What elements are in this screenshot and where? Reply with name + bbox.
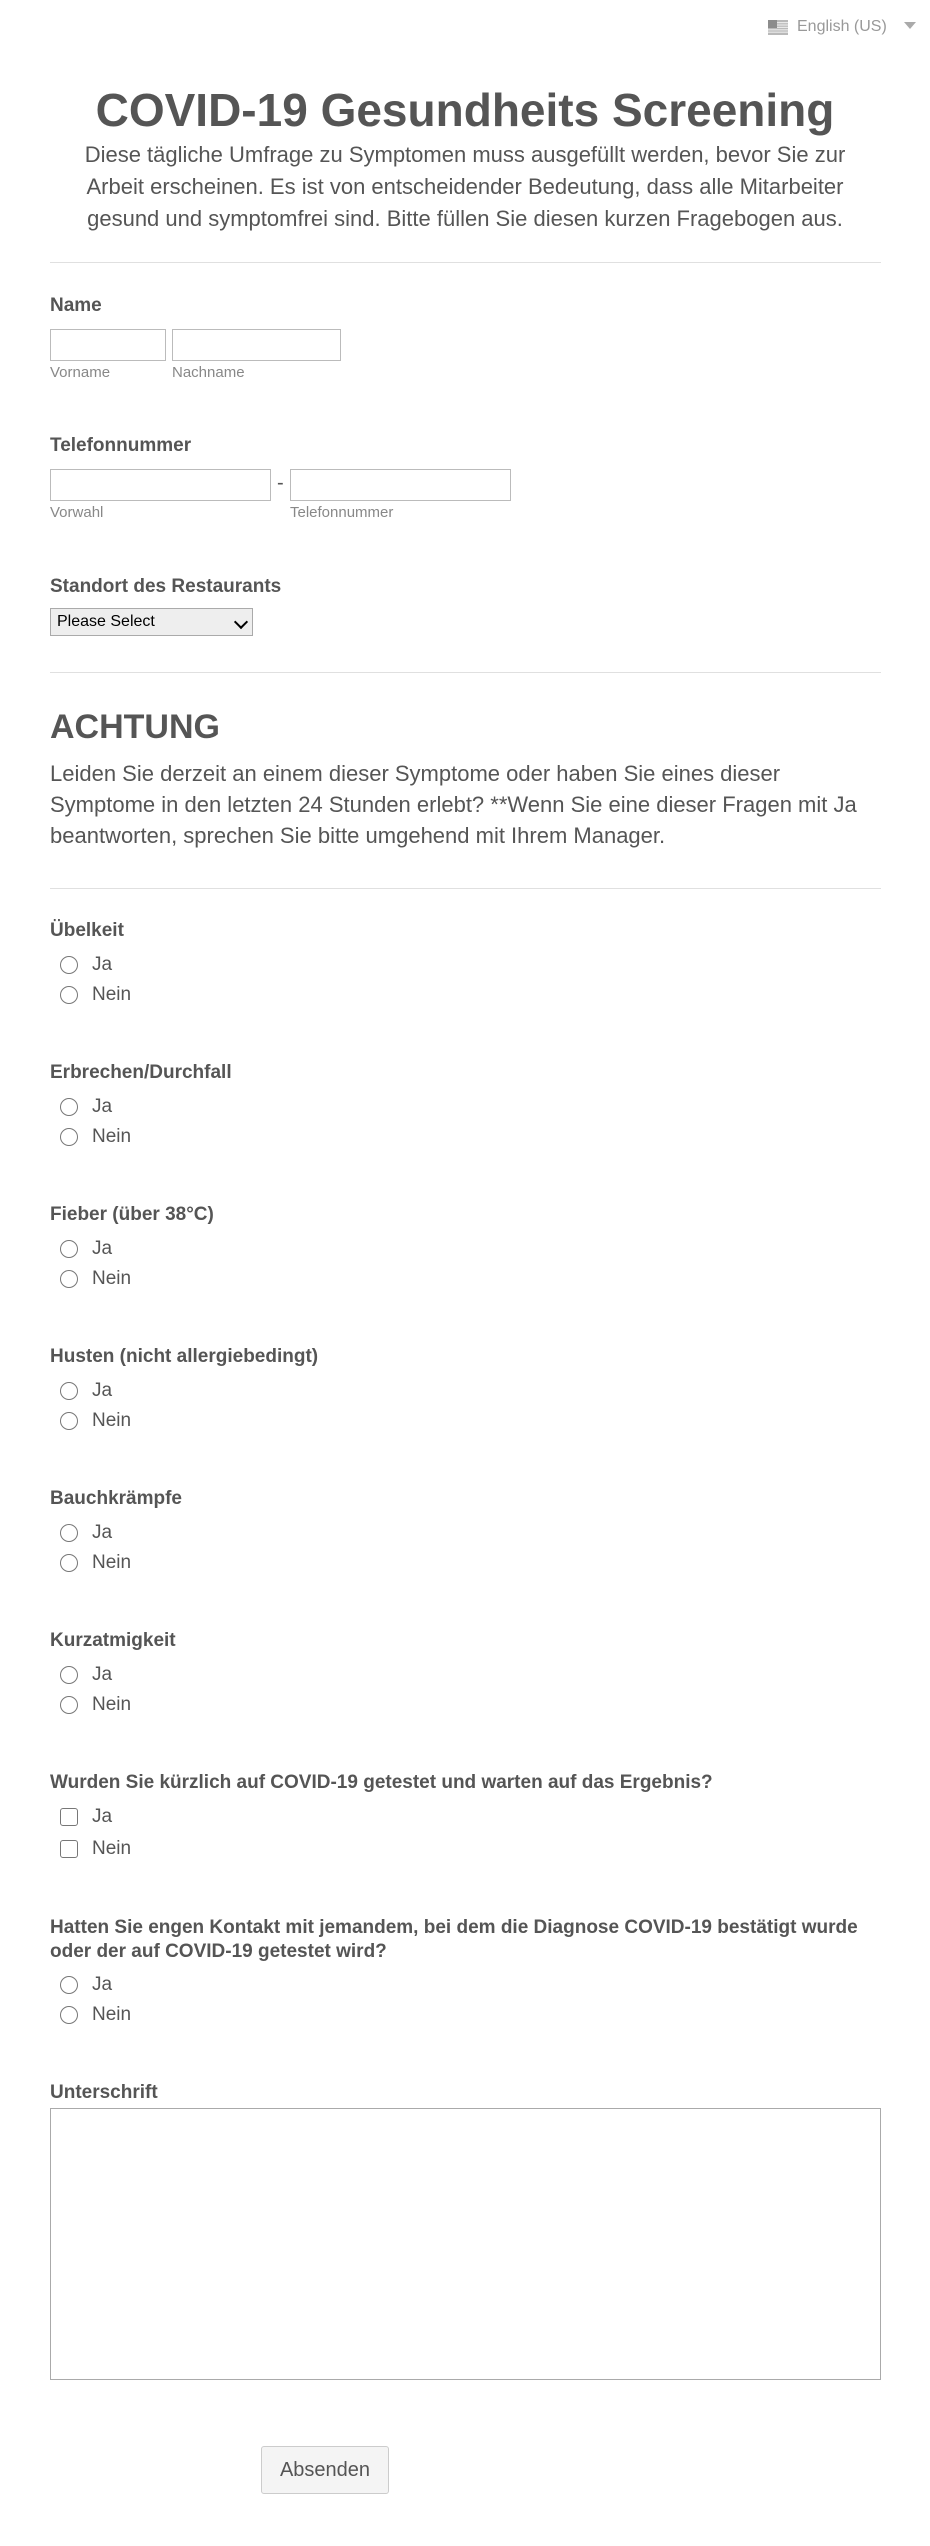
contact-yes-option[interactable] — [60, 1974, 112, 1996]
option-label: Ja — [92, 1380, 113, 1401]
tested-no-option[interactable] — [60, 1838, 131, 1860]
option-label: Ja — [92, 1664, 113, 1685]
last-name-sublabel: Nachname — [172, 364, 245, 381]
option-label: Nein — [92, 1552, 132, 1573]
option-label: Ja — [92, 1806, 113, 1827]
option-label: Nein — [92, 1126, 132, 1147]
vomiting-no-option[interactable] — [60, 1126, 131, 1148]
language-label: English (US) — [797, 18, 887, 35]
contact-no-option[interactable] — [60, 2004, 131, 2026]
fever-no-option[interactable] — [60, 1268, 131, 1290]
page-subtitle: Diese tägliche Umfrage zu Symptomen muss ausgefüllt werden, bevor Sie zur Arbeit erscheinen. Es ist von entscheidender Bedeutung, dass alle Mitarbeiter gesund und symptomfrei sind. Bitte füllen Sie diesen kurzen Fragebogen aus. — [84, 142, 846, 231]
divider — [50, 262, 881, 263]
option-label: Ja — [92, 954, 113, 975]
option-label: Nein — [92, 1268, 132, 1289]
cough-yes-option[interactable] — [60, 1380, 112, 1402]
cramps-no-option[interactable] — [60, 1552, 131, 1574]
breath-no-option[interactable] — [60, 1694, 131, 1716]
nausea-yes-option[interactable] — [60, 954, 112, 976]
phone-number-input[interactable] — [290, 469, 511, 501]
area-code-input[interactable] — [50, 469, 271, 501]
question-nausea-label: Übelkeit — [50, 920, 124, 941]
radio-button[interactable] — [60, 1098, 78, 1116]
cough-no-option[interactable] — [60, 1410, 131, 1432]
submit-button[interactable]: Absenden — [261, 2446, 389, 2494]
option-label: Ja — [92, 1096, 113, 1117]
radio-button[interactable] — [60, 1666, 78, 1684]
radio-button[interactable] — [60, 1270, 78, 1288]
page-title: COVID-19 Gesundheits Screening — [95, 84, 835, 136]
option-label: Nein — [92, 1694, 132, 1715]
option-label: Nein — [92, 2004, 132, 2025]
question-breath-label: Kurzatmigkeit — [50, 1630, 176, 1651]
option-label: Nein — [92, 984, 132, 1005]
language-selector[interactable] — [768, 18, 887, 36]
cramps-yes-option[interactable] — [60, 1522, 112, 1544]
divider — [50, 672, 881, 673]
checkbox[interactable] — [60, 1808, 78, 1826]
signature-pad[interactable] — [50, 2108, 881, 2380]
chevron-down-icon — [234, 615, 248, 629]
attention-text: Leiden Sie derzeit an einem dieser Symptome oder haben Sie eines dieser Symptome in den letzten 24 Stunden erlebt? **Wenn Sie eine dieser Fragen mit Ja beantworten, sprechen Sie bitte umgehend mit Ihrem Manager. — [50, 761, 857, 848]
radio-button[interactable] — [60, 1976, 78, 1994]
question-tested-label: Wurden Sie kürzlich auf COVID-19 getestet und warten auf das Ergebnis? — [50, 1772, 713, 1793]
attention-heading: ACHTUNG — [50, 708, 220, 746]
first-name-sublabel: Vorname — [50, 364, 111, 381]
name-label: Name — [50, 295, 102, 316]
checkbox[interactable] — [60, 1840, 78, 1858]
radio-button[interactable] — [60, 1696, 78, 1714]
tested-yes-option[interactable] — [60, 1806, 112, 1828]
fever-yes-option[interactable] — [60, 1238, 112, 1260]
phone-label: Telefonnummer — [50, 435, 192, 456]
area-code-sublabel: Vorwahl — [50, 504, 104, 521]
location-select[interactable] — [50, 608, 253, 636]
radio-button[interactable] — [60, 2006, 78, 2024]
radio-button[interactable] — [60, 956, 78, 974]
option-label: Ja — [92, 1974, 113, 1995]
radio-button[interactable] — [60, 1524, 78, 1542]
option-label: Ja — [92, 1522, 113, 1543]
first-name-input[interactable] — [50, 329, 166, 361]
signature-label: Unterschrift — [50, 2082, 158, 2103]
option-label: Nein — [92, 1838, 132, 1859]
option-label: Ja — [92, 1238, 113, 1259]
nausea-no-option[interactable] — [60, 984, 131, 1006]
radio-button[interactable] — [60, 1240, 78, 1258]
question-contact-label: Hatten Sie engen Kontakt mit jemandem, bei dem die Diagnose COVID-19 bestätigt wurde oder der auf COVID-19 getestet wird? — [50, 1917, 858, 1962]
option-label: Nein — [92, 1410, 132, 1431]
question-cramps-label: Bauchkrämpfe — [50, 1488, 182, 1509]
location-selected-value: Please Select — [57, 613, 155, 630]
us-flag-icon — [768, 20, 788, 35]
question-fever-label: Fieber (über 38°C) — [50, 1204, 214, 1225]
radio-button[interactable] — [60, 1382, 78, 1400]
radio-button[interactable] — [60, 1412, 78, 1430]
form-header — [0, 83, 930, 235]
radio-button[interactable] — [60, 1554, 78, 1572]
question-cough-label: Husten (nicht allergiebedingt) — [50, 1346, 319, 1367]
last-name-input[interactable] — [172, 329, 341, 361]
phone-number-sublabel: Telefonnummer — [290, 504, 394, 521]
breath-yes-option[interactable] — [60, 1664, 112, 1686]
chevron-down-icon[interactable] — [904, 22, 916, 29]
location-label: Standort des Restaurants — [50, 576, 282, 597]
radio-button[interactable] — [60, 986, 78, 1004]
question-vomiting-label: Erbrechen/Durchfall — [50, 1062, 232, 1083]
phone-separator: - — [277, 472, 284, 494]
divider — [50, 888, 881, 889]
radio-button[interactable] — [60, 1128, 78, 1146]
vomiting-yes-option[interactable] — [60, 1096, 112, 1118]
